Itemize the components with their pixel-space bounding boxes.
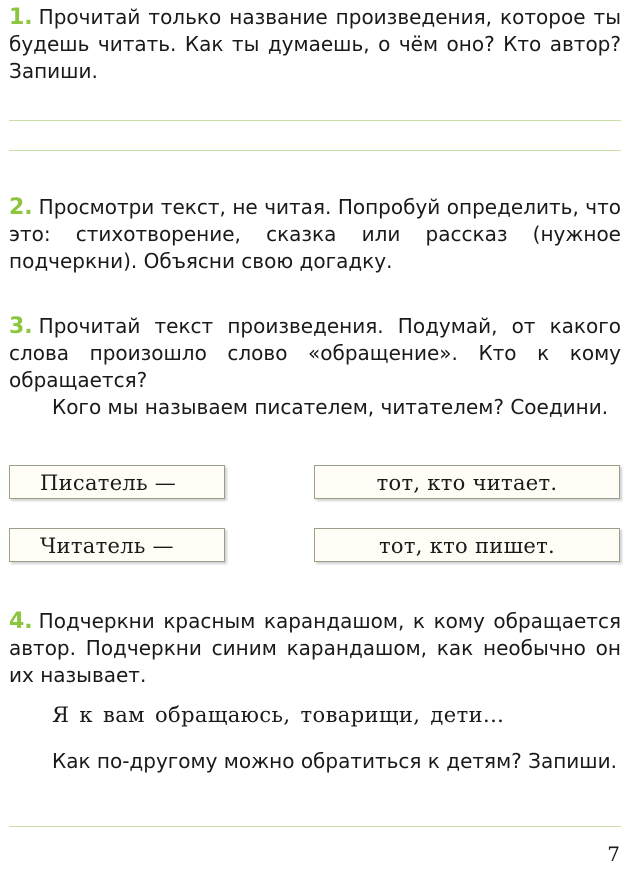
task-1	[9, 4, 621, 85]
match-right-label: тот, кто пишет.	[378, 534, 556, 558]
match-right-label: тот, кто читает.	[376, 471, 558, 495]
match-box-reader[interactable]	[9, 528, 225, 562]
answer-line[interactable]	[9, 150, 621, 151]
task-text: Просмотри текст, не читая. Попробуй определить, что это: стихотворение, сказка или рассказ (нужное подчеркни). Объясни свою догадку.	[9, 195, 621, 273]
task-number: 3.	[9, 314, 33, 339]
match-box-reads[interactable]	[314, 465, 620, 499]
match-left-label: Читатель —	[40, 534, 174, 558]
task-number: 2.	[9, 195, 33, 220]
task-text-secondary: Кого мы называем писателем, читателем? Соедини.	[52, 395, 609, 419]
page-number: 7	[607, 842, 620, 866]
task-4-question	[9, 748, 621, 775]
match-box-writer[interactable]	[9, 465, 225, 499]
task-2	[9, 194, 621, 275]
match-left-label: Писатель —	[40, 471, 177, 495]
task-text-secondary: Как по-другому можно обратиться к детям? Запиши.	[52, 749, 617, 773]
answer-line[interactable]	[9, 826, 621, 827]
task-number: 1.	[9, 5, 33, 30]
poem-quote: Я к вам обращаюсь, товарищи, дети...	[52, 703, 505, 727]
task-text: Прочитай только название произведения, которое ты будешь читать. Как ты думаешь, о чём оно? Кто автор? Запиши.	[9, 5, 621, 83]
task-number: 4.	[9, 609, 33, 634]
task-3	[9, 313, 621, 421]
task-text: Прочитай текст произведения. Подумай, от какого слова произошло слово «обращение». Кто к кому обращается?	[9, 314, 621, 392]
match-box-writes[interactable]	[314, 528, 620, 562]
answer-line[interactable]	[9, 120, 621, 121]
task-4	[9, 608, 621, 689]
task-text: Подчеркни красным карандашом, к кому обращается автор. Подчеркни синим карандашом, как необычно он их называет.	[9, 609, 621, 687]
